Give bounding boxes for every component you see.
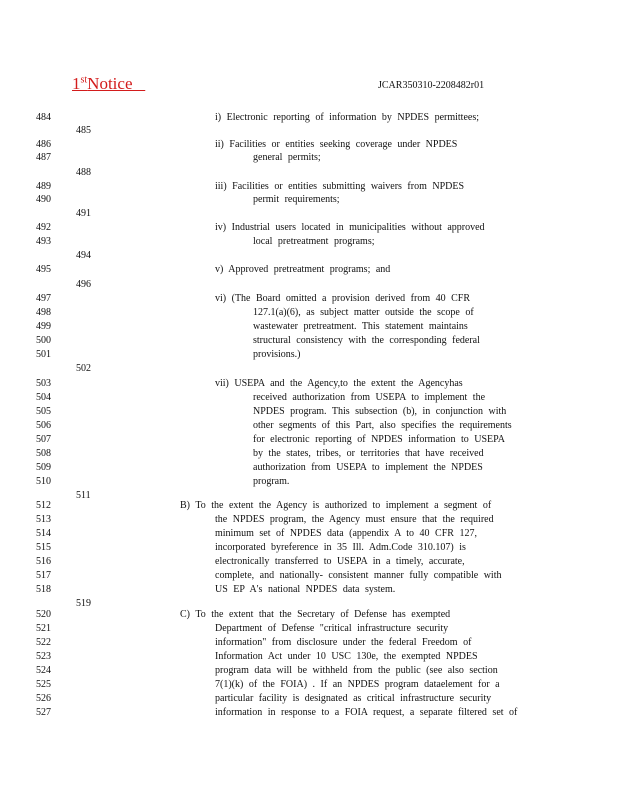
line-number: 507 xyxy=(36,434,51,445)
line-text: authorization from USEPA to implement the NPDES xyxy=(253,462,483,473)
line-number: 523 xyxy=(36,651,51,662)
notice-heading xyxy=(72,74,145,94)
line-number: 508 xyxy=(36,448,51,459)
line-text: for electronic reporting of NPDES information to USEPA xyxy=(253,434,505,445)
line-text: minimum set of NPDES data (appendix A to 40 CFR 127, xyxy=(215,528,477,539)
line-number: 516 xyxy=(36,556,51,567)
line-text: by the states, tribes, or territories that have received xyxy=(253,448,484,459)
line-number: 501 xyxy=(36,349,51,360)
line-text: permit requirements; xyxy=(253,194,340,205)
line-text: the NPDES program, the Agency must ensure that the required xyxy=(215,514,494,525)
line-number: 510 xyxy=(36,476,51,487)
line-number: 488 xyxy=(76,167,91,178)
line-number: 502 xyxy=(76,363,91,374)
notice-word: Notice xyxy=(87,74,133,93)
line-number: 495 xyxy=(36,264,51,275)
line-number: 512 xyxy=(36,500,51,511)
line-text: B) To the extent the Agency is authorized to implement a segment of xyxy=(180,500,492,511)
line-text: ii) Facilities or entities seeking coverage under NPDES xyxy=(215,139,458,150)
line-number: 490 xyxy=(36,194,51,205)
line-number: 518 xyxy=(36,584,51,595)
line-number: 485 xyxy=(76,125,91,136)
line-text: wastewater pretreatment. This statement maintains xyxy=(253,321,468,332)
notice-superscript: st xyxy=(80,74,88,86)
line-text: local pretreatment programs; xyxy=(253,236,375,247)
line-number: 525 xyxy=(36,679,51,690)
line-number: 506 xyxy=(36,420,51,431)
line-text: received authorization from USEPA to implement the xyxy=(253,392,486,403)
line-text: Information Act under 10 USC 130e, the exempted NPDES xyxy=(215,651,478,662)
line-number: 505 xyxy=(36,406,51,417)
line-text: v) Approved pretreatment programs; and xyxy=(215,264,391,275)
line-number: 514 xyxy=(36,528,51,539)
line-text: other segments of this Part, also specifies the requirements xyxy=(253,420,512,431)
line-number: 492 xyxy=(36,222,51,233)
line-number: 522 xyxy=(36,637,51,648)
line-text: 7(1)(k) of the FOIA) . If an NPDES program dataelement for a xyxy=(215,679,500,690)
line-number: 515 xyxy=(36,542,51,553)
line-number: 493 xyxy=(36,236,51,247)
line-number: 494 xyxy=(76,250,91,261)
line-number: 504 xyxy=(36,392,51,403)
line-number: 496 xyxy=(76,279,91,290)
line-text: Department of Defense "critical infrastructure security xyxy=(215,623,449,634)
line-number: 486 xyxy=(36,139,51,150)
line-number: 497 xyxy=(36,293,51,304)
line-text: iv) Industrial users located in municipalities without approved xyxy=(215,222,485,233)
line-text: program data will be withheld from the public (see also section xyxy=(215,665,498,676)
line-text: provisions.) xyxy=(253,349,301,360)
line-number: 513 xyxy=(36,514,51,525)
line-text: i) Electronic reporting of information by NPDES permittees; xyxy=(215,112,479,123)
line-text: iii) Facilities or entities submitting waivers from NPDES xyxy=(215,181,465,192)
line-text: NPDES program. This subsection (b), in conjunction with xyxy=(253,406,507,417)
line-text: US EP A's national NPDES data system. xyxy=(215,584,396,595)
line-number: 500 xyxy=(36,335,51,346)
line-text: 127.1(a)(6), as subject matter outside the scope of xyxy=(253,307,474,318)
line-text: information" from disclosure under the federal Freedom of xyxy=(215,637,472,648)
line-number: 503 xyxy=(36,378,51,389)
line-number: 526 xyxy=(36,693,51,704)
line-text: electronically transferred to USEPA in a timely, accurate, xyxy=(215,556,465,567)
line-text: structural consistency with the corresponding federal xyxy=(253,335,480,346)
line-number: 511 xyxy=(76,490,91,501)
line-text: C) To the extent that the Secretary of Defense has exempted xyxy=(180,609,451,620)
document-id: JCAR350310-2208482r01 xyxy=(378,80,485,91)
line-text: incorporated byreference in 35 Ill. Adm.Code 310.107) is xyxy=(215,542,466,553)
line-text: information in response to a FOIA request, a separate filtered set of xyxy=(215,707,518,718)
line-text: particular facility is designated as critical infrastructure security xyxy=(215,693,492,704)
line-number: 509 xyxy=(36,462,51,473)
notice-ordinal: 1 xyxy=(72,74,81,93)
line-number: 520 xyxy=(36,609,51,620)
line-number: 527 xyxy=(36,707,51,718)
line-number: 519 xyxy=(76,598,91,609)
line-number: 484 xyxy=(36,112,51,123)
line-number: 489 xyxy=(36,181,51,192)
line-number: 487 xyxy=(36,152,51,163)
line-text: program. xyxy=(253,476,290,487)
line-number: 524 xyxy=(36,665,51,676)
line-text: general permits; xyxy=(253,152,321,163)
line-text: complete, and nationally- consistent manner fully compatible with xyxy=(215,570,502,581)
line-number: 521 xyxy=(36,623,51,634)
line-number: 498 xyxy=(36,307,51,318)
line-text: vii) USEPA and the Agency,to the extent the Agencyhas xyxy=(215,378,463,389)
line-number: 517 xyxy=(36,570,51,581)
line-text: vi) (The Board omitted a provision derived from 40 CFR xyxy=(215,293,471,304)
line-number: 491 xyxy=(76,208,91,219)
line-number: 499 xyxy=(36,321,51,332)
